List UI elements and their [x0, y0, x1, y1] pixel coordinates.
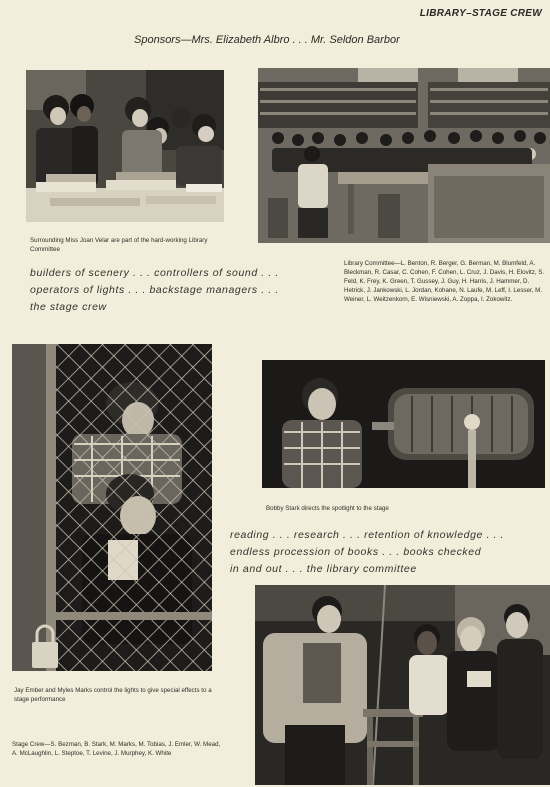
library-phrases: [230, 527, 504, 578]
stage-crew-phrases: [30, 265, 279, 316]
photo-library-room: [258, 68, 550, 243]
caption-spotlight: Bobby Stark directs the spotlight to the stage: [266, 505, 389, 512]
photo-library-group: [26, 70, 224, 222]
caption-library-velar: Surrounding Miss Joan Velar are part of the hard-working Library Committee: [30, 237, 208, 253]
photo-spotlight: [262, 360, 545, 488]
page-header: LIBRARY–STAGE CREW: [419, 8, 542, 19]
caption-lights: Jay Ember and Myles Marks control the lights to give special effects to a stage performance: [14, 687, 212, 703]
library-phrase-line-1: reading . . . research . . . retention of knowledge . . .: [230, 529, 505, 541]
caption-library-committee: Library Committee—L. Benton, R. Berger, G. Berman, M. Blumfeld, A. Bleckman, R. Casar, C. Cohen, F. Cohen, L. Cruz, J. Davis, H. Elovitz, S. Feld, K. Frey, K. Green, T. Gussey, J. Guy, H. Harris, J. Hammer, D. Hetrick, J. Jankowski, L. Jordan, Kohane, N. Laufe, M. Leff, I. Lesser, M. Weiner, L. Weitzenkorn, E. Wisniewski, A. Zoppa, I. Zokowitz.: [344, 260, 545, 303]
library-phrase-line-2: endless procession of books . . . books checked: [230, 546, 482, 558]
caption-stage-crew: Stage Crew—S. Bezman, B. Stark, M. Marks, M. Tobias, J. Emler, W. Mead, A. McLaughlin, L. Steptoe, T. Levine, J. Murphey, K. White: [12, 741, 221, 757]
photo-lighting-cage: [12, 344, 212, 671]
sponsors-line: Sponsors—Mrs. Elizabeth Albro . . . Mr. Seldon Barbor: [134, 34, 400, 46]
library-phrase-line-3: in and out . . . the library committee: [230, 563, 417, 575]
stage-phrase-line-1: builders of scenery . . . controllers of sound . . .: [30, 267, 279, 279]
photo-stage-crew: [255, 585, 550, 785]
stage-phrase-line-3: the stage crew: [30, 301, 107, 313]
stage-phrase-line-2: operators of lights . . . backstage managers . . .: [30, 284, 279, 296]
